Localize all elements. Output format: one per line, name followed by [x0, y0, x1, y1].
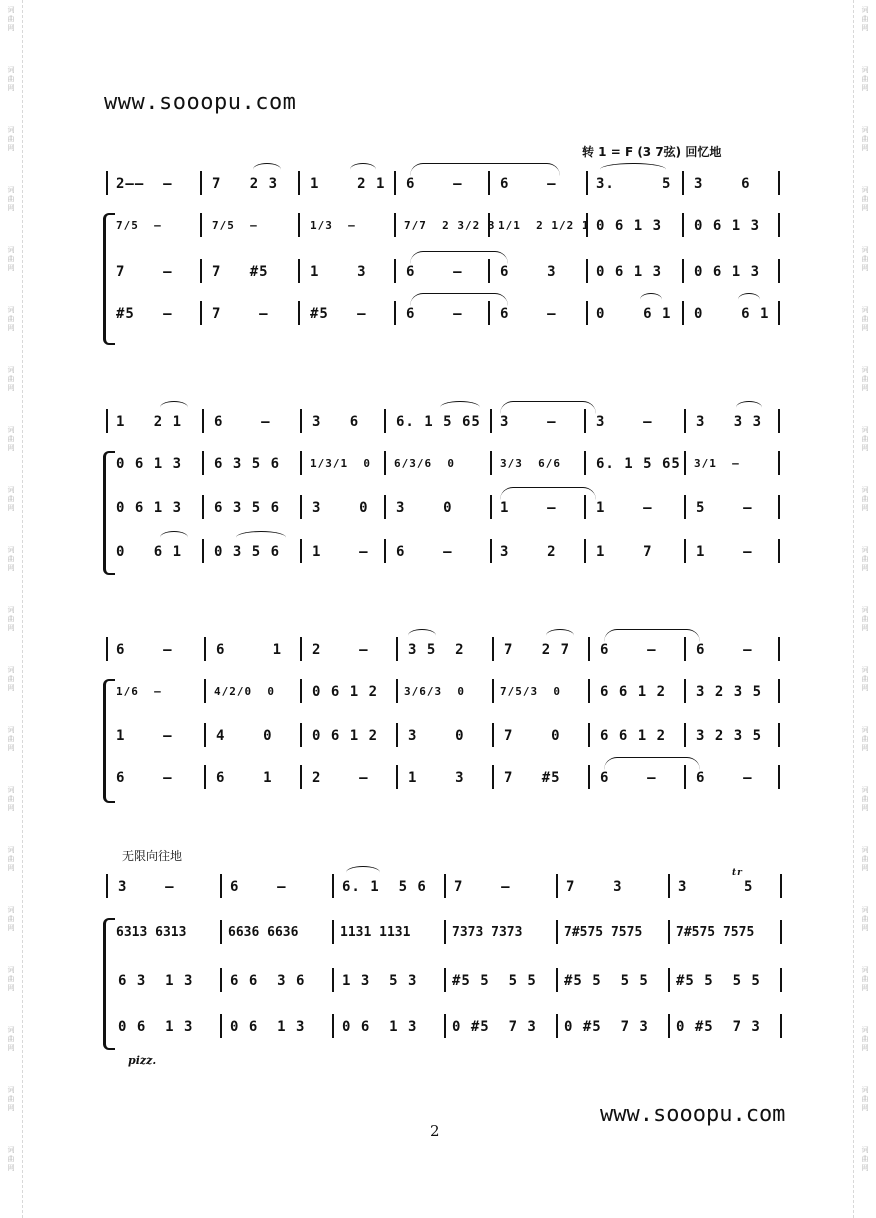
measure: 1/3 – [310, 219, 356, 232]
measure: 1/3/1 0 [310, 457, 371, 470]
measure: 0 6 1 2 [312, 684, 379, 700]
watermark-mark: 词 曲 网 [861, 786, 869, 812]
measure: 6636 6636 [228, 925, 299, 940]
measure: 6/3/6 0 [394, 457, 455, 470]
measure: 6 – [230, 879, 287, 895]
measure: 7#575 7575 [564, 925, 643, 940]
staff-row-middle [0, 261, 876, 283]
watermark-mark: 词 曲 网 [7, 486, 15, 512]
measure: 3 0 [312, 500, 369, 516]
measure: 7 – [212, 306, 269, 322]
measure: 0 6 1 [116, 544, 183, 560]
measure: 6. 1 5 6 [342, 879, 427, 895]
page-number: 2 [430, 1122, 440, 1140]
measure: 1 3 [408, 770, 465, 786]
watermark-mark: 词 曲 网 [7, 846, 15, 872]
measure: 6 6 1 2 [600, 684, 667, 700]
measure: #5 5 5 5 [452, 973, 537, 989]
pizzicato-marking: pizz. [128, 1054, 157, 1067]
watermark-mark: 词 曲 网 [861, 606, 869, 632]
measure: 6 1 [216, 770, 273, 786]
measure: 4/2/0 0 [214, 685, 275, 698]
staff-row-bass [0, 303, 876, 325]
watermark-mark: 词 曲 网 [7, 906, 15, 932]
measure: 7/5 – [116, 219, 162, 232]
measure: 3. 5 [596, 176, 672, 192]
measure: 1 7 [596, 544, 653, 560]
measure: 6 3 5 6 [214, 456, 281, 472]
measure: 2 – [312, 770, 369, 786]
measure: 3/3 6/6 [500, 457, 561, 470]
measure: 1 – [696, 544, 753, 560]
watermark-mark: 词 曲 网 [7, 1146, 15, 1172]
measure: 1 2 1 [116, 414, 183, 430]
measure: 7 – [454, 879, 511, 895]
measure: 1 – [596, 500, 653, 516]
measure: 0 #5 7 3 [452, 1019, 537, 1035]
watermark-mark: 词 曲 网 [861, 486, 869, 512]
watermark-mark: 词 曲 网 [861, 546, 869, 572]
measure: 1 – [116, 728, 173, 744]
staff-row-upper-chords [0, 453, 876, 475]
watermark-mark: 词 曲 网 [7, 66, 15, 92]
measure: 7373 7373 [452, 925, 523, 940]
measure: 6 – [696, 642, 753, 658]
measure: 0 6 1 2 [312, 728, 379, 744]
watermark-mark: 词 曲 网 [7, 1086, 15, 1112]
measure: 7 2 3 [212, 176, 279, 192]
measure: 1 3 [310, 264, 367, 280]
watermark-mark: 词 曲 网 [861, 186, 869, 212]
measure: 3 0 [396, 500, 453, 516]
score-system-4 [0, 870, 876, 1050]
staff-row-middle [0, 725, 876, 747]
watermark-mark: 词 曲 网 [7, 126, 15, 152]
measure: 3 3 3 [696, 414, 763, 430]
measure: 6 – [696, 770, 753, 786]
measure: 0 6 1 3 [694, 218, 761, 234]
watermark-mark: 词 曲 网 [7, 306, 15, 332]
watermark-mark: 词 曲 网 [861, 846, 869, 872]
measure: 0 #5 7 3 [676, 1019, 761, 1035]
measure: 7#575 7575 [676, 925, 755, 940]
measure: 6 – [600, 770, 657, 786]
measure: 7 #5 [212, 264, 269, 280]
measure: 5 – [696, 500, 753, 516]
measure: 0 6 1 3 [116, 456, 183, 472]
watermark-mark: 词 曲 网 [861, 246, 869, 272]
watermark-mark: 词 曲 网 [861, 666, 869, 692]
watermark-mark: 词 曲 网 [861, 306, 869, 332]
watermark-mark: 词 曲 网 [7, 426, 15, 452]
measure: 6 – [500, 176, 557, 192]
measure: 2 – [312, 642, 369, 658]
staff-row-bass [0, 541, 876, 563]
staff-row-melody [0, 868, 876, 898]
staff-row-middle [0, 970, 876, 992]
tempo-marking: 无限向往地 [122, 849, 183, 863]
measure: 6 3 1 3 [118, 973, 194, 989]
measure: 1 – [312, 544, 369, 560]
watermark-mark: 词 曲 网 [7, 666, 15, 692]
measure: 6 3 [500, 264, 557, 280]
trill-mark: tr [732, 868, 743, 878]
score-system-3 [0, 635, 876, 805]
measure: 0 6 1 [596, 306, 672, 322]
measure: 6 – [406, 176, 463, 192]
measure: 1 2 1 [310, 176, 386, 192]
measure: 3 – [500, 414, 557, 430]
measure: 6 – [116, 770, 173, 786]
site-url-header: www.sooopu.com [104, 90, 297, 115]
measure: 3 0 [408, 728, 465, 744]
measure: #5 5 5 5 [676, 973, 761, 989]
measure: 0 #5 7 3 [564, 1019, 649, 1035]
score-system-1 [0, 165, 876, 345]
watermark-mark: 词 曲 网 [7, 246, 15, 272]
measure: 0 6 1 3 [596, 264, 663, 280]
measure: 3 6 [694, 176, 751, 192]
measure: 6 – [406, 306, 463, 322]
watermark-mark: 词 曲 网 [861, 966, 869, 992]
watermark-mark: 词 曲 网 [861, 1086, 869, 1112]
measure: 6313 6313 [116, 925, 187, 940]
measure: 3 6 [312, 414, 360, 430]
measure: 6 6 1 2 [600, 728, 667, 744]
measure: 6 – [116, 642, 173, 658]
measure: 1/6 – [116, 685, 162, 698]
watermark-mark: 词 曲 网 [861, 426, 869, 452]
watermark-mark: 词 曲 网 [861, 1026, 869, 1052]
staff-row-upper-chords [0, 922, 876, 944]
measure: 3 5 2 [408, 642, 465, 658]
measure: 4 0 [216, 728, 273, 744]
watermark-mark: 词 曲 网 [861, 66, 869, 92]
measure: 0 6 1 [694, 306, 770, 322]
measure: 7 #5 [504, 770, 561, 786]
measure: 6 – [406, 264, 463, 280]
measure: 7 2 7 [504, 642, 571, 658]
measure: 0 6 1 3 [116, 500, 183, 516]
measure: 7 – [116, 264, 173, 280]
watermark-mark: 词 曲 网 [7, 366, 15, 392]
measure: 6 1 [216, 642, 283, 658]
measure: 3/6/3 0 [404, 685, 465, 698]
staff-row-middle [0, 497, 876, 519]
measure: 3 – [118, 879, 175, 895]
measure: 0 3 5 6 [214, 544, 281, 560]
staff-row-melody [0, 639, 876, 661]
watermark-mark: 词 曲 网 [7, 186, 15, 212]
watermark-mark: 词 曲 网 [861, 126, 869, 152]
measure: 7/5 – [212, 219, 258, 232]
watermark-mark: 词 曲 网 [7, 726, 15, 752]
measure: #5 – [116, 306, 173, 322]
measure: #5 5 5 5 [564, 973, 649, 989]
watermark-mark: 词 曲 网 [7, 606, 15, 632]
watermark-mark: 词 曲 网 [861, 366, 869, 392]
measure: 7 3 [566, 879, 623, 895]
measure: 6 – [396, 544, 453, 560]
watermark-mark: 词 曲 网 [861, 1146, 869, 1172]
measure: 6 3 5 6 [214, 500, 281, 516]
measure: 0 6 1 3 [118, 1019, 194, 1035]
measure: 0 6 1 3 [342, 1019, 418, 1035]
staff-row-upper-chords [0, 681, 876, 703]
site-url-footer: www.sooopu.com [600, 1102, 786, 1127]
watermark-mark: 词 曲 网 [861, 726, 869, 752]
watermark-mark: 词 曲 网 [861, 6, 869, 32]
measure: 3 2 3 5 [696, 728, 763, 744]
staff-row-melody [0, 411, 876, 433]
watermark-mark: 词 曲 网 [7, 546, 15, 572]
measure: 6. 1 5 65 [596, 456, 681, 472]
measure: 3 – [596, 414, 653, 430]
measure: 3 2 3 5 [696, 684, 763, 700]
measure: 3/1 – [694, 457, 740, 470]
measure: 1 3 5 3 [342, 973, 418, 989]
score-system-2 [0, 405, 876, 575]
staff-row-bass [0, 1016, 876, 1038]
measure: 0 6 1 3 [596, 218, 663, 234]
measure: 0 6 1 3 [694, 264, 761, 280]
watermark-mark: 词 曲 网 [7, 786, 15, 812]
measure: 1/1 2 1/2 1 [498, 219, 590, 232]
watermark-mark: 词 曲 网 [7, 6, 15, 32]
measure: 7 0 [504, 728, 561, 744]
measure: 7/7 2 3/2 3 [404, 219, 496, 232]
staff-row-bass [0, 767, 876, 789]
measure: 1131 1131 [340, 925, 411, 940]
measure: 3 5 [678, 879, 754, 895]
measure: 1 – [500, 500, 557, 516]
watermark-mark: 词 曲 网 [861, 906, 869, 932]
measure: 3 2 [500, 544, 557, 560]
measure: 6 – [214, 414, 271, 430]
measure: 0 6 1 3 [230, 1019, 306, 1035]
measure: 6 – [600, 642, 657, 658]
staff-row-upper-chords [0, 215, 876, 237]
watermark-mark: 词 曲 网 [7, 966, 15, 992]
measure: 6 – [500, 306, 557, 322]
key-change-marking: 转 1 = F (3 7弦) 回忆地 [582, 145, 722, 159]
measure: 6 6 3 6 [230, 973, 306, 989]
measure: 2—— – [116, 176, 173, 192]
measure: 7/5/3 0 [500, 685, 561, 698]
measure: 6. 1 5 65 [396, 414, 481, 430]
watermark-mark: 词 曲 网 [7, 1026, 15, 1052]
measure: #5 – [310, 306, 367, 322]
staff-row-melody [0, 173, 876, 195]
